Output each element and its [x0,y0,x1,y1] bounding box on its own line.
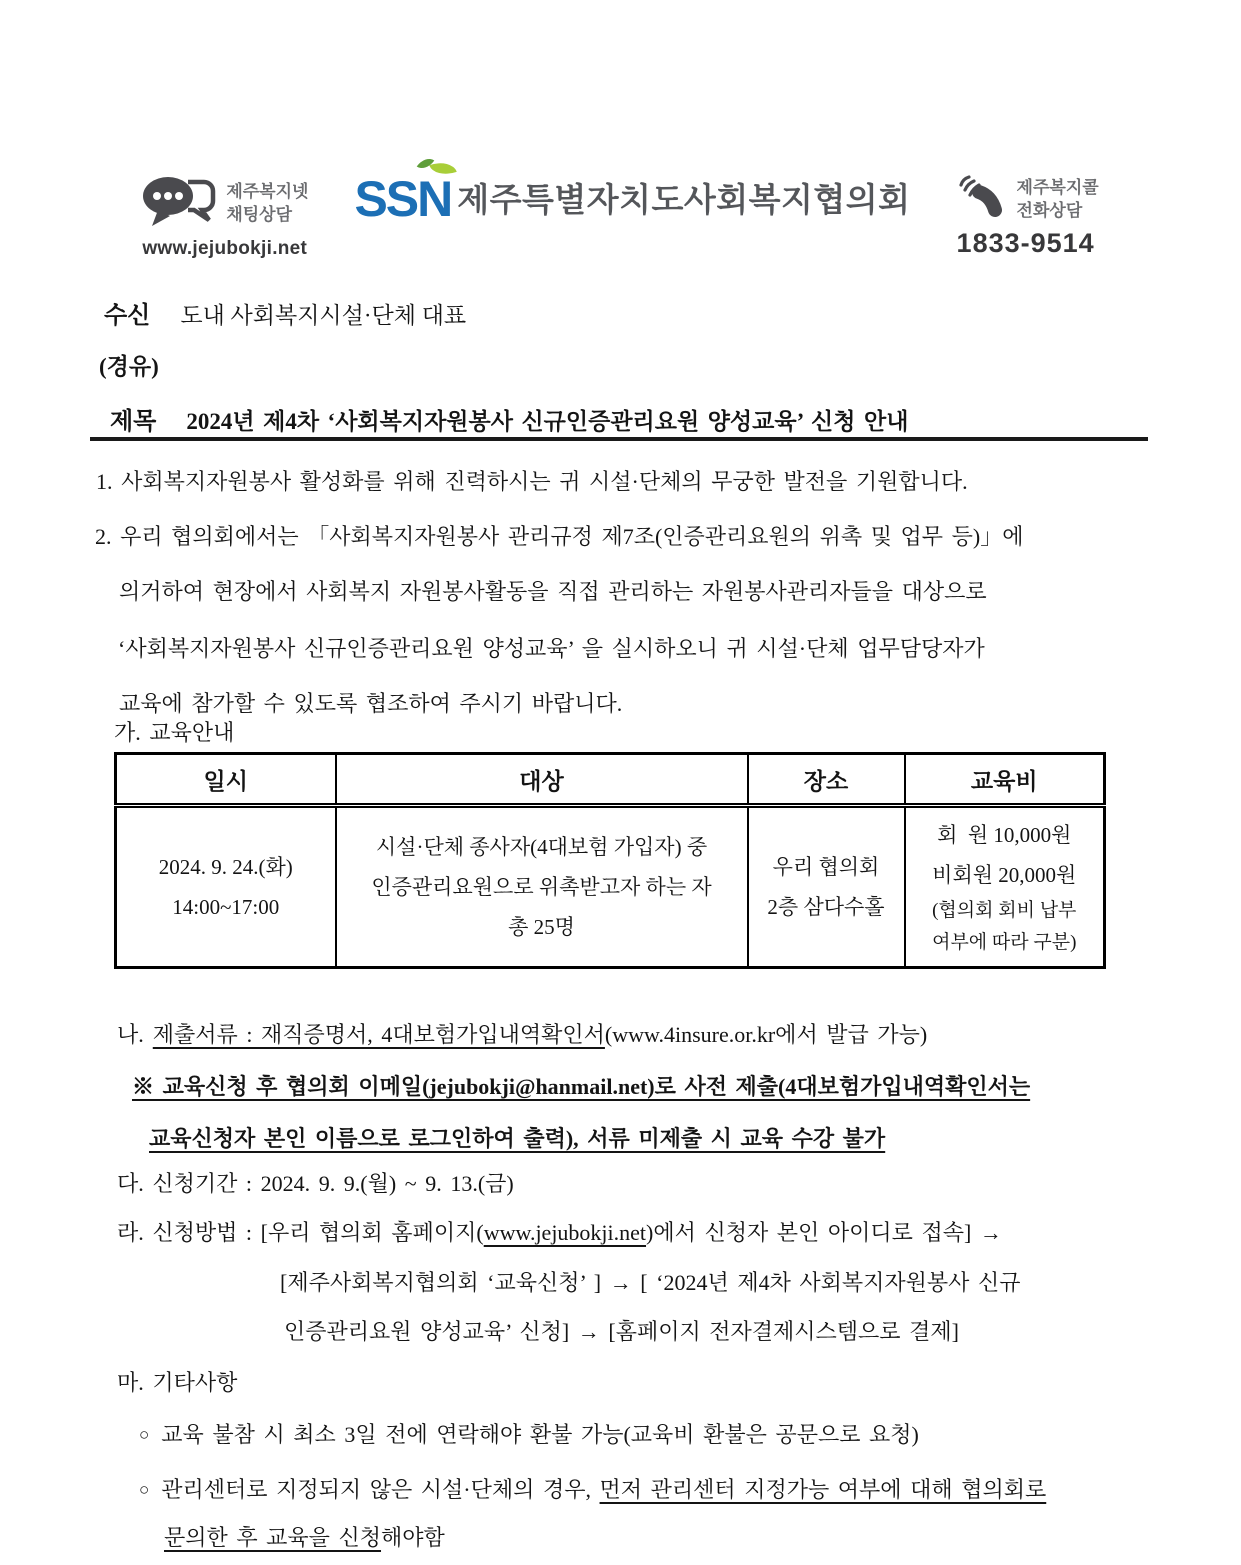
section-ma-label: 마. 기타사항 [117,1370,238,1395]
homepage-link: www.jejubokji.net [483,1220,647,1245]
chat-service-url: www.jejubokji.net [142,238,308,259]
paragraph-2-line-1: 2. 우리 협의회에서는 「사회복지자원봉사 관리규정 제7조(인증관리요원의 위촉 및 업무 등)」에 [95,524,1024,549]
bullet-2-line-1: ○ 관리센터로 지정되지 않은 시설·단체의 경우, 먼저 관리센터 지정가능 여부에 대해 협의회로 [139,1477,1047,1502]
call-service-name: 제주복지콜 전화상담 [1016,178,1099,220]
phone-icon [957,172,1009,227]
section-ra-line-1: 라. 신청방법 : [우리 협의회 홈페이지(www.jejubokji.net)에서 신청자 본인 아이디로 접속] → [117,1220,1002,1245]
submission-docs-rest: (www.4insure.or.kr에서 발급 가능) [604,1022,928,1047]
bullet-marker: ○ [139,1425,150,1444]
bullet-marker: ○ [139,1480,150,1499]
subject-label: 제목 [110,409,157,435]
subject-title: 2024년 제4차 ‘사회복지자원봉사 신규인증관리요원 양성교육’ 신청 안내 [186,409,909,434]
bullet-1: ○ 교육 불참 시 최소 3일 전에 연락해야 환불 가능(교육비 환불은 공문으로 요청) [139,1422,919,1447]
chat-service-name: 제주복지넷 채팅상담 [226,182,309,224]
table-header-fee: 교육비 [905,754,1105,806]
cell-fee: 회 원 10,000원 비회원 20,000원 (협의회 회비 납부 여부에 따라 구분) [905,806,1105,968]
chat-bubbles-icon [142,172,218,235]
table-header-place: 장소 [748,754,905,806]
section-ra-line-3: 인증관리요원 양성교육’ 신청] → [홈페이지 전자결제시스템으로 결제] [284,1319,959,1344]
section-ra-line-2: [제주사회복지협의회 ‘교육신청’ ] → [ ‘2024년 제4차 사회복지자원봉사 신규 [280,1270,1021,1295]
call-phone-number: 1833-9514 [956,228,1095,258]
note-line-2: 교육신청자 본인 이름으로 로그인하여 출력), 서류 미제출 시 교육 수강 불가 [149,1126,886,1151]
chat-service-logo [142,162,308,260]
recipient-label: 수신 [104,303,151,329]
submission-docs-underlined: 제출서류 : 재직증명서, 4대보험가입내역확인서 [152,1022,605,1047]
via-label: (경유) [99,354,159,379]
note-line-1: ※ 교육신청 후 협의회 이메일(jejubokji@hanmail.net)로 사전 제출(4대보험가입내역확인서는 [132,1074,1031,1099]
education-info-table [114,752,1106,969]
bullet-2-underlined: 먼저 관리센터 지정가능 여부에 대해 협의회로 [599,1477,1047,1502]
ssn-wordmark: SSN [354,174,451,224]
ssn-org-logo [354,162,911,227]
table-header-target: 대상 [336,754,748,806]
recipient-value: 도내 사회복지시설·단체 대표 [180,303,467,328]
subject-row [110,401,908,436]
section-na-line [117,1018,927,1049]
section-na-prefix: 나. [117,1022,144,1047]
paragraph-2-line-3: ‘사회복지자원봉사 신규인증관리요원 양성교육’ 을 실시하오니 귀 시설·단체 업무담당자가 [118,636,985,661]
cell-datetime: 2024. 9. 24.(화) 14:00~17:00 [116,806,336,968]
paragraph-2-line-2: 의거하여 현장에서 사회복지 자원봉사활동을 직접 관리하는 자원봉사관리자들을 대상으로 [119,579,987,604]
section-da-line: 다. 신청기간 : 2024. 9. 9.(월) ~ 9. 13.(금) [117,1171,514,1196]
header-logo-row [0,162,1241,260]
paragraph-1: 1. 사회복지자원봉사 활성화를 위해 진력하시는 귀 시설·단체의 무궁한 발전을 기원합니다. [96,469,968,494]
table-header-row [116,754,1105,806]
organization-name: 제주특별자치도사회복지협의회 [457,180,911,218]
title-divider [90,437,1148,441]
bullet-2-line-2: 문의한 후 교육을 신청해야함 [164,1525,445,1550]
table-header-datetime: 일시 [116,754,336,806]
cell-place: 우리 협의회 2층 삼다수홀 [748,806,905,968]
table-row [116,806,1105,968]
paragraph-2-line-4: 교육에 참가할 수 있도록 협조하여 주시기 바랍니다. [119,691,623,716]
section-ga-label: 가. 교육안내 [114,720,235,745]
call-service-logo [957,162,1099,259]
recipient-row [104,295,466,330]
cell-target: 시설·단체 종사자(4대보험 가입자) 중 인증관리요원으로 위촉받고자 하는 자 총 25명 [336,806,748,968]
